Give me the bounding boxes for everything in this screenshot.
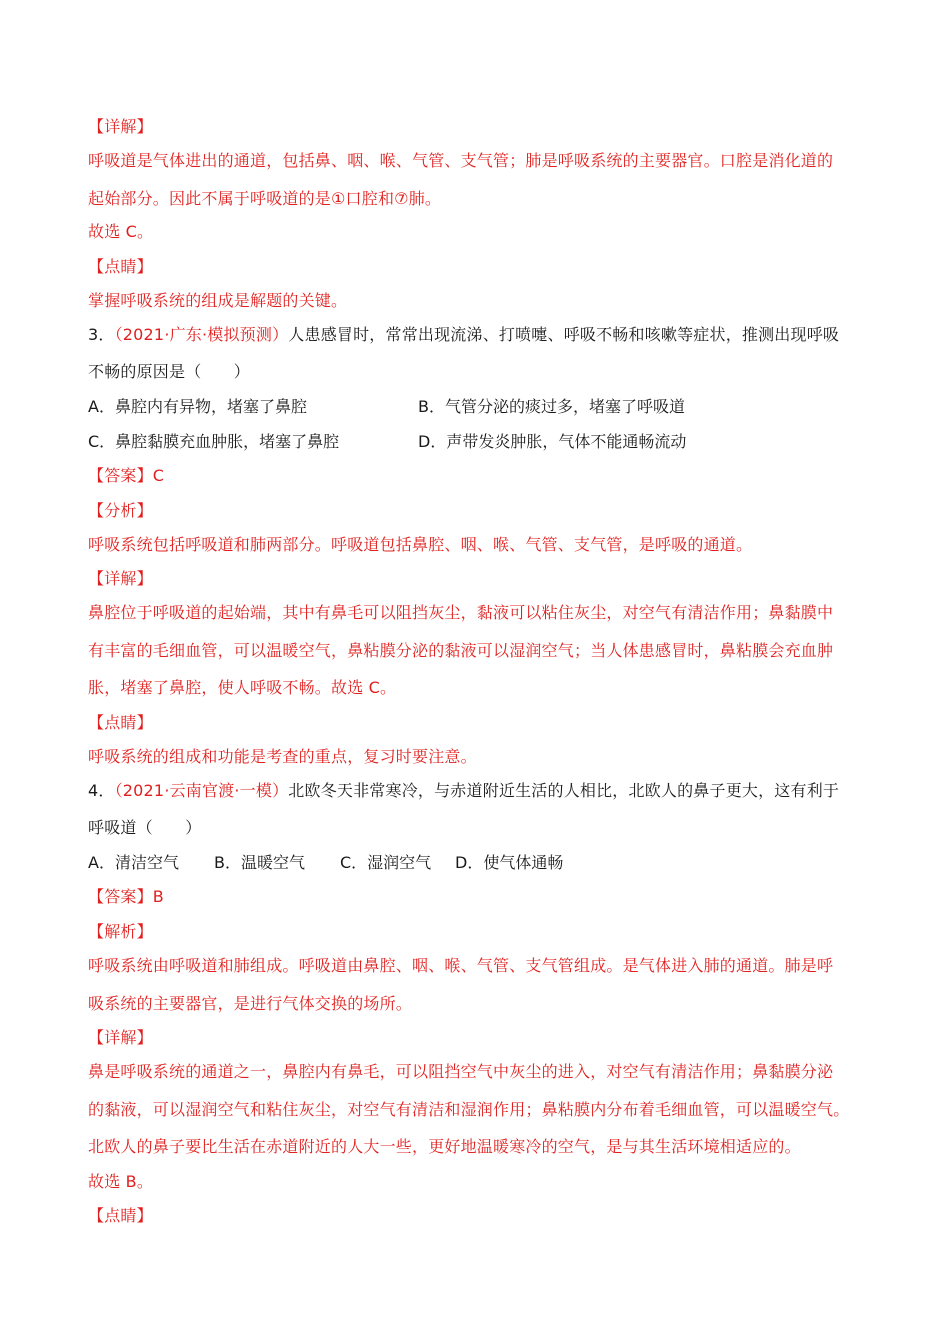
q4-option-a: A．清洁空气 bbox=[88, 853, 179, 872]
q4-stem-line-2: 呼吸道（ ） bbox=[88, 818, 202, 837]
q3-option-c: C．鼻腔黏膜充血肿胀，堵塞了鼻腔 bbox=[88, 432, 340, 451]
q2-choice: 故选 C。 bbox=[88, 222, 154, 241]
q3-tip: 呼吸系统的组成和功能是考查的重点，复习时要注意。 bbox=[88, 747, 477, 766]
q4-stem-line-1 bbox=[88, 780, 839, 802]
q4-choice: 故选 B。 bbox=[88, 1172, 154, 1191]
q3-detail-label: 【详解】 bbox=[88, 569, 153, 588]
q4-option-d: D．使气体通畅 bbox=[455, 853, 564, 872]
q2-tip-label: 【点睛】 bbox=[88, 257, 153, 276]
q3-answer: 【答案】C bbox=[88, 466, 165, 485]
q4-answer: 【答案】B bbox=[88, 887, 164, 906]
q4-analysis-line-2: 吸系统的主要器官，是进行气体交换的场所。 bbox=[88, 994, 413, 1013]
q4-stem-text: 北欧冬天非常寒冷，与赤道附近生活的人相比，北欧人的鼻子更大，这有利于 bbox=[288, 781, 840, 800]
q2-detail-line-2: 起始部分。因此不属于呼吸道的是①口腔和⑦肺。 bbox=[88, 189, 442, 208]
q3-option-b: B．气管分泌的痰过多，堵塞了呼吸道 bbox=[418, 397, 685, 416]
q2-detail-line-1: 呼吸道是气体进出的通道，包括鼻、咽、喉、气管、支气管；肺是呼吸系统的主要器官。口腔是消化道的 bbox=[88, 151, 834, 170]
q4-tip-label: 【点睛】 bbox=[88, 1206, 153, 1225]
q3-stem-text: 人患感冒时，常常出现流涕、打喷嚏、呼吸不畅和咳嗽等症状，推测出现呼吸 bbox=[288, 325, 840, 344]
q4-analysis-line-1: 呼吸系统由呼吸道和肺组成。呼吸道由鼻腔、咽、喉、气管、支气管组成。是气体进入肺的通道。肺是呼 bbox=[88, 956, 834, 975]
q3-source: （2021·广东·模拟预测） bbox=[114, 325, 289, 344]
q3-stem-line-1 bbox=[88, 324, 839, 346]
q3-tip-label: 【点睛】 bbox=[88, 713, 153, 732]
q3-option-d: D．声带发炎肿胀，气体不能通畅流动 bbox=[418, 432, 687, 451]
q3-number: 3． bbox=[88, 325, 115, 344]
q2-detail-label: 【详解】 bbox=[88, 117, 153, 136]
q4-source: （2021·云南官渡·一模） bbox=[114, 781, 289, 800]
q3-stem-line-2: 不畅的原因是（ ） bbox=[88, 362, 251, 381]
q2-tip: 掌握呼吸系统的组成是解题的关键。 bbox=[88, 291, 348, 310]
q4-detail-label: 【详解】 bbox=[88, 1028, 153, 1047]
q4-detail-line-3: 北欧人的鼻子要比生活在赤道附近的人大一些，更好地温暖寒冷的空气，是与其生活环境相适应的。 bbox=[88, 1137, 801, 1156]
q4-detail-line-1: 鼻是呼吸系统的通道之一，鼻腔内有鼻毛，可以阻挡空气中灰尘的进入，对空气有清洁作用；鼻黏膜分泌 bbox=[88, 1062, 834, 1081]
q4-number: 4． bbox=[88, 781, 115, 800]
q4-option-c: C．湿润空气 bbox=[340, 853, 432, 872]
q4-option-b: B．温暖空气 bbox=[214, 853, 305, 872]
q3-detail-line-2: 有丰富的毛细血管，可以温暖空气，鼻粘膜分泌的黏液可以湿润空气；当人体患感冒时，鼻粘膜会充血肿 bbox=[88, 641, 834, 660]
q3-analysis: 呼吸系统包括呼吸道和肺两部分。呼吸道包括鼻腔、咽、喉、气管、支气管，是呼吸的通道。 bbox=[88, 535, 753, 554]
q4-analysis-label: 【解析】 bbox=[88, 922, 153, 941]
q3-option-a: A．鼻腔内有异物，堵塞了鼻腔 bbox=[88, 397, 307, 416]
q3-analysis-label: 【分析】 bbox=[88, 501, 153, 520]
q3-detail-line-3: 胀，堵塞了鼻腔，使人呼吸不畅。故选 C。 bbox=[88, 678, 397, 697]
q3-detail-line-1: 鼻腔位于呼吸道的起始端，其中有鼻毛可以阻挡灰尘，黏液可以粘住灰尘，对空气有清洁作用；鼻黏膜中 bbox=[88, 603, 834, 622]
q4-detail-line-2: 的黏液，可以湿润空气和粘住灰尘，对空气有清洁和湿润作用；鼻粘膜内分布着毛细血管，可以温暖空气。 bbox=[88, 1100, 850, 1119]
